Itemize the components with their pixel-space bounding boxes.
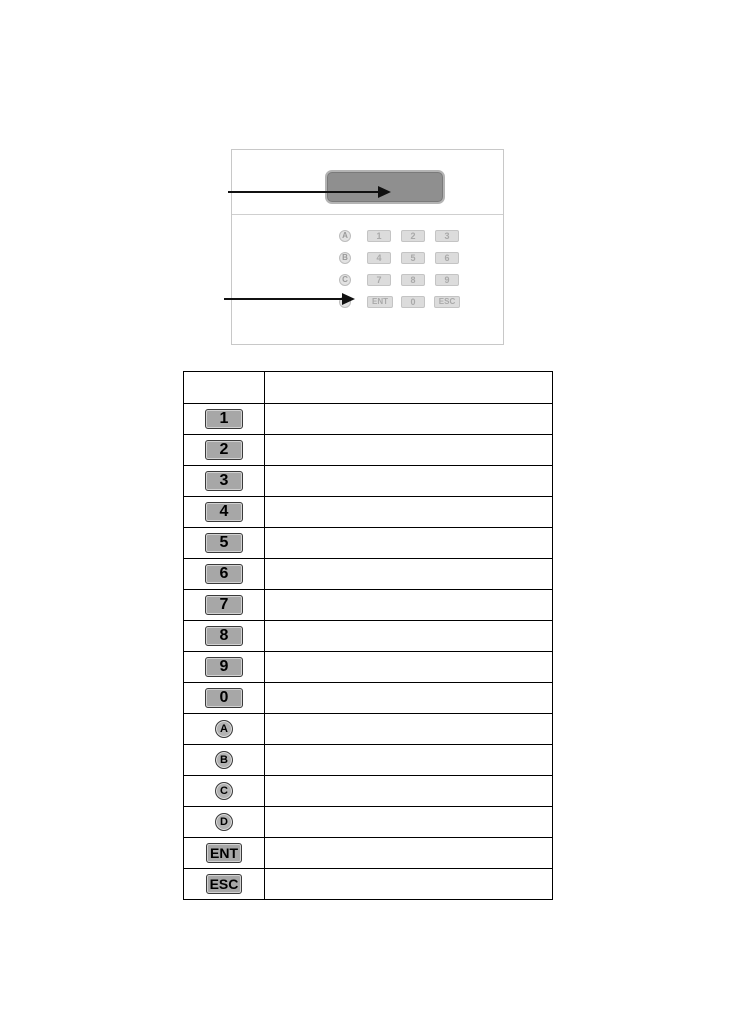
key-cell: [184, 869, 265, 900]
table-row: [184, 528, 553, 559]
description-cell: [265, 776, 553, 807]
key-1-icon: 1: [205, 409, 243, 429]
device-key-7: 7: [367, 274, 391, 286]
key-cell: [184, 652, 265, 683]
description-cell: [265, 528, 553, 559]
description-cell: [265, 714, 553, 745]
table-row: [184, 466, 553, 497]
key-b-icon: B: [215, 751, 233, 769]
description-cell: [265, 590, 553, 621]
keypad-device-figure: [231, 149, 504, 345]
device-key-5: 5: [401, 252, 425, 264]
device-key-4: 4: [367, 252, 391, 264]
key-5-icon: 5: [205, 533, 243, 553]
key-a-icon: A: [215, 720, 233, 738]
device-key-2: 2: [401, 230, 425, 242]
panel-divider: [232, 214, 503, 215]
key-cell: [184, 559, 265, 590]
key-cell: [184, 838, 265, 869]
table-row: [184, 621, 553, 652]
key-esc-icon: ESC: [206, 874, 242, 894]
key-cell: [184, 528, 265, 559]
key-cell: [184, 621, 265, 652]
key-6-icon: 6: [205, 564, 243, 584]
key-cell: [184, 590, 265, 621]
key-0-icon: 0: [205, 688, 243, 708]
key-cell: [184, 435, 265, 466]
key-d-icon: D: [215, 813, 233, 831]
description-cell: [265, 497, 553, 528]
table-row: [184, 404, 553, 435]
device-key-1: 1: [367, 230, 391, 242]
key-cell: [184, 497, 265, 528]
key-cell: [184, 776, 265, 807]
key-c-icon: C: [215, 782, 233, 800]
table-row: [184, 745, 553, 776]
table-row: [184, 590, 553, 621]
table-row: [184, 869, 553, 900]
description-cell: [265, 807, 553, 838]
table-header-row: [184, 372, 553, 404]
device-key-ent: ENT: [367, 296, 393, 308]
table-row: [184, 776, 553, 807]
device-key-c: C: [339, 274, 351, 286]
device-key-8: 8: [401, 274, 425, 286]
header-key-cell: [184, 372, 265, 404]
description-cell: [265, 745, 553, 776]
description-cell: [265, 466, 553, 497]
key-ent-icon: ENT: [206, 843, 242, 863]
key-description-table: [183, 371, 553, 900]
key-cell: [184, 807, 265, 838]
description-cell: [265, 838, 553, 869]
key-4-icon: 4: [205, 502, 243, 522]
table-row: [184, 838, 553, 869]
key-cell: [184, 404, 265, 435]
table-row: [184, 683, 553, 714]
key-cell: [184, 683, 265, 714]
key-9-icon: 9: [205, 657, 243, 677]
description-cell: [265, 652, 553, 683]
description-cell: [265, 435, 553, 466]
description-cell: [265, 404, 553, 435]
key-7-icon: 7: [205, 595, 243, 615]
header-description-cell: [265, 372, 553, 404]
description-cell: [265, 559, 553, 590]
device-key-3: 3: [435, 230, 459, 242]
device-key-b: B: [339, 252, 351, 264]
key-cell: [184, 466, 265, 497]
table-row: [184, 807, 553, 838]
description-cell: [265, 683, 553, 714]
device-key-9: 9: [435, 274, 459, 286]
key-cell: [184, 714, 265, 745]
key-2-icon: 2: [205, 440, 243, 460]
key-8-icon: 8: [205, 626, 243, 646]
table-row: [184, 652, 553, 683]
description-cell: [265, 869, 553, 900]
device-key-0: 0: [401, 296, 425, 308]
table-row: [184, 714, 553, 745]
key-3-icon: 3: [205, 471, 243, 491]
device-key-esc: ESC: [434, 296, 460, 308]
device-key-a: A: [339, 230, 351, 242]
description-cell: [265, 621, 553, 652]
device-key-6: 6: [435, 252, 459, 264]
key-cell: [184, 745, 265, 776]
table-row: [184, 435, 553, 466]
table-row: [184, 497, 553, 528]
table-row: [184, 559, 553, 590]
